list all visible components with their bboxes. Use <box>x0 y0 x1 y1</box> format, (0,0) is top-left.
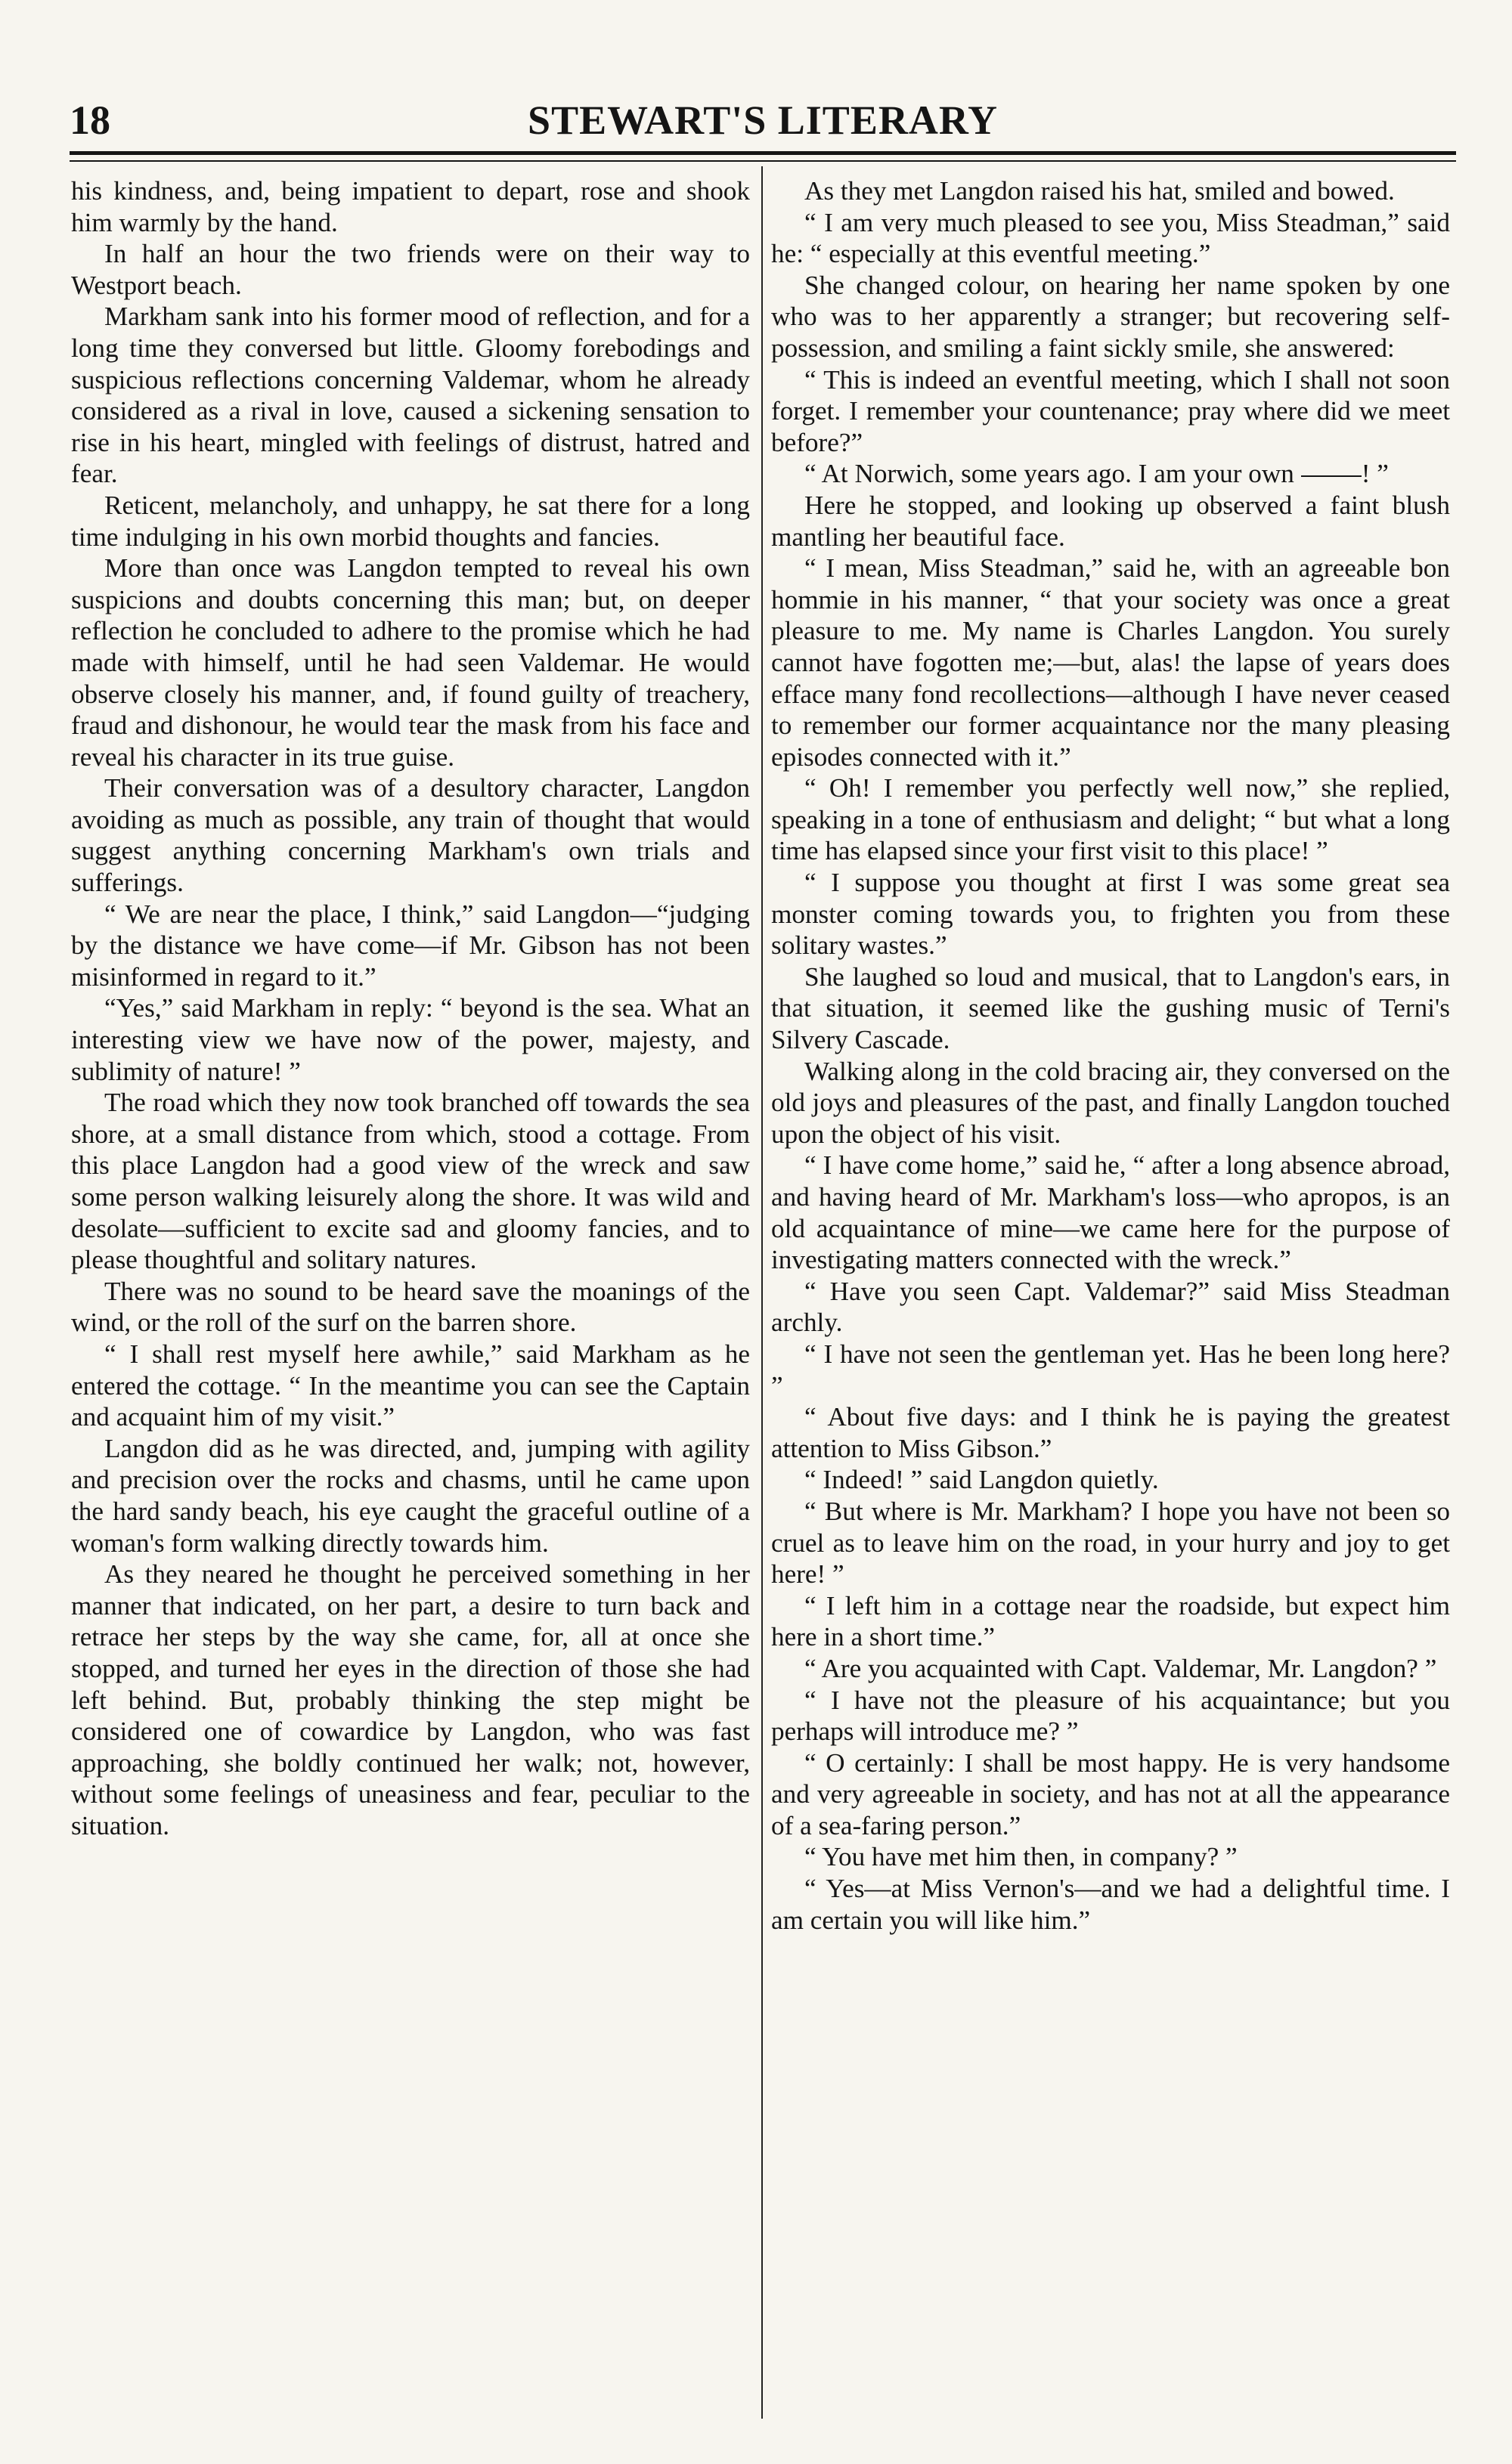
paragraph <box>771 270 1450 364</box>
paragraph-text: “ Are you acquainted with Capt. Valdemar, Mr. Langdon? ” <box>804 1653 1437 1683</box>
paragraph-text: “ At Norwich, some years ago. I am your own <box>804 459 1301 489</box>
paragraph <box>771 1685 1450 1747</box>
paragraph-text: “ Oh! I remember you perfectly well now,” she replied, speaking in a tone of enthusiasm and delight; “ but what a long time has elapsed since your first visit to this place! ” <box>771 773 1450 866</box>
column-divider <box>761 166 763 2419</box>
paragraph <box>771 1590 1450 1653</box>
paragraph <box>771 1873 1450 1936</box>
paragraph-text: “ I mean, Miss Steadman,” said he, with an agreeable bon hommie in his manner, “ that your society was once a great pleasure to me. My name is Charles Langdon. You surely cannot have fogotten me;—but, alas! the lapse of years does efface many fond recollections—although I have never ceased to remember our former acquaintance nor the many pleasing episodes connected with it.” <box>771 553 1450 772</box>
paragraph <box>71 772 750 898</box>
paragraph-text: She changed colour, on hearing her name spoken by one who was to her apparently a stranger; but recovering self-possession, and smiling a faint sickly smile, she answered: <box>771 270 1450 363</box>
paragraph <box>771 1464 1450 1496</box>
page-number: 18 <box>70 98 110 143</box>
running-title: STEWART'S LITERARY <box>528 98 998 143</box>
paragraph-text: “ But where is Mr. Markham? I hope you have not been so cruel as to leave him on the road, in your hurry and joy to get here! ” <box>771 1496 1450 1590</box>
header-rule-thin <box>70 160 1456 162</box>
paragraph-text: Walking along in the cold bracing air, they conversed on the old joys and pleasures of the past, and finally Langdon touched upon the object of his visit. <box>771 1056 1450 1149</box>
paragraph-text: Markham sank into his former mood of reflection, and for a long time they conversed but little. Gloomy forebodings and suspicious reflections concerning Valdemar, whom he already considered as a rival in love, caused a sickening sensation to rise in his heart, mingled with feelings of distrust, hatred and fear. <box>71 302 750 489</box>
paragraph-text: “ I shall rest myself here awhile,” said Markham as he entered the cottage. “ In the meantime you can see the Captain and acquaint him of my visit.” <box>71 1339 750 1432</box>
header-rule-thick <box>70 151 1456 155</box>
paragraph <box>771 1401 1450 1464</box>
paragraph-text: “ I suppose you thought at first I was some great sea monster coming towards you, to frighten you from these solitary wastes.” <box>771 868 1450 961</box>
paragraph <box>771 490 1450 553</box>
paragraph-text: “ I have not seen the gentleman yet. Has he been long here? ” <box>771 1339 1450 1401</box>
paragraph-text: “ Have you seen Capt. Valdemar?” said Miss Steadman archly. <box>771 1276 1450 1338</box>
left-column <box>71 175 750 1841</box>
paragraph-text: Reticent, melancholy, and unhappy, he sat there for a long time indulging in his own morbid thoughts and fancies. <box>71 490 750 552</box>
paragraph <box>71 992 750 1087</box>
paragraph <box>771 1150 1450 1275</box>
paragraph <box>71 490 750 553</box>
paragraph-text: “ O certainly: I shall be most happy. He is very handsome and very agreeable in society, and has not at all the appearance of a sea-faring person.” <box>771 1747 1450 1840</box>
em-dash-rule <box>1301 475 1362 477</box>
paragraph-text: As they neared he thought he perceived something in her manner that indicated, on her part, a desire to turn back and retrace her steps by the way she came, for, all at once she stopped, and turned her eyes in the direction of those she had left behind. But, probably thinking the step might be considered one of cowardice by Langdon, who was fast approaching, she boldly continued her walk; not, however, without some feelings of uneasiness and fear, peculiar to the situation. <box>71 1559 750 1840</box>
paragraph <box>71 1276 750 1339</box>
paragraph-text: “ About five days: and I think he is paying the greatest attention to Miss Gibson.” <box>771 1402 1450 1463</box>
paragraph-text: Langdon did as he was directed, and, jumping with agility and precision over the rocks and chasms, until he came upon the hard sandy beach, his eye caught the graceful outline of a woman's form walking directly towards him. <box>71 1433 750 1558</box>
paragraph-text: Their conversation was of a desultory character, Langdon avoiding as much as possible, any train of thought that would suggest anything concerning Markham's own trials and sufferings. <box>71 773 750 898</box>
paragraph-text: “ You have met him then, in company? ” <box>804 1842 1238 1872</box>
paragraph <box>71 1559 750 1841</box>
paragraph-text: “ Indeed! ” said Langdon quietly. <box>804 1465 1159 1495</box>
paragraph <box>771 1056 1450 1150</box>
paragraph-text: As they met Langdon raised his hat, smiled and bowed. <box>804 176 1395 206</box>
paragraph-text: “ I left him in a cottage near the roadside, but expect him here in a short time.” <box>771 1590 1450 1652</box>
paragraph-text: She laughed so loud and musical, that to Langdon's ears, in that situation, it seemed like the gushing music of Terni's Silvery Cascade. <box>771 961 1450 1055</box>
paragraph-text: “ Yes—at Miss Vernon's—and we had a delightful time. I am certain you will like him.” <box>771 1874 1450 1935</box>
paragraph-text: In half an hour the two friends were on their way to Westport beach. <box>71 239 750 300</box>
paragraph-text: Here he stopped, and looking up observed a faint blush mantling her beautiful face. <box>771 490 1450 552</box>
paragraph-text: “ I have not the pleasure of his acquaintance; but you perhaps will introduce me? ” <box>771 1685 1450 1747</box>
paragraph-text: “ I have come home,” said he, “ after a long absence abroad, and having heard of Mr. Markham's loss—who apropos, is an old acquaintance of mine—we came here for the purpose of investigating matters connected with the wreck.” <box>771 1150 1450 1275</box>
paragraph <box>71 899 750 993</box>
paragraph <box>771 175 1450 207</box>
page-header <box>70 97 1456 157</box>
paragraph-text: More than once was Langdon tempted to reveal his own suspicions and doubts concerning this man; but, on deeper reflection he concluded to adhere to the promise which he had made with himself, until he had seen Valdemar. He would observe closely his manner, and, if found guilty of treachery, fraud and dishonour, he would tear the mask from his face and reveal his character in its true guise. <box>71 553 750 772</box>
paragraph-text: “ We are near the place, I think,” said Langdon—“judging by the distance we have come—if Mr. Gibson has not been misinformed in regard to it.” <box>71 899 750 992</box>
paragraph <box>771 867 1450 961</box>
paragraph <box>771 961 1450 1056</box>
paragraph-text: his kindness, and, being impatient to depart, rose and shook him warmly by the hand. <box>71 176 750 237</box>
paragraph <box>771 1653 1450 1685</box>
paragraph <box>71 238 750 301</box>
paragraph <box>771 1339 1450 1401</box>
paragraph <box>71 1087 750 1276</box>
paragraph-text: There was no sound to be heard save the moanings of the wind, or the roll of the surf on the barren shore. <box>71 1276 750 1338</box>
paragraph <box>71 175 750 238</box>
paragraph <box>771 207 1450 270</box>
paragraph <box>771 553 1450 772</box>
paragraph <box>771 772 1450 867</box>
paragraph-text: The road which they now took branched off towards the sea shore, at a small distance from which, stood a cottage. From this place Langdon had a good view of the wreck and saw some person walking leisurely along the shore. It was wild and desolate—sufficient to excite sad and gloomy fancies, and to please thoughtful and solitary natures. <box>71 1088 750 1275</box>
paragraph <box>71 1433 750 1559</box>
paragraph <box>771 458 1450 490</box>
paragraph <box>771 1841 1450 1873</box>
paragraph <box>771 1747 1450 1842</box>
paragraph-text: “Yes,” said Markham in reply: “ beyond is the sea. What an interesting view we have now of the power, majesty, and sublimity of nature! ” <box>71 993 750 1086</box>
paragraph-text: “ I am very much pleased to see you, Miss Steadman,” said he: “ especially at this eventful meeting.” <box>771 207 1450 269</box>
paragraph <box>771 364 1450 459</box>
paragraph <box>771 1276 1450 1339</box>
paragraph <box>71 1339 750 1433</box>
right-column <box>771 175 1450 1936</box>
paragraph <box>771 1496 1450 1590</box>
paragraph-text: “ This is indeed an eventful meeting, which I shall not soon forget. I remember your countenance; pray where did we meet before?” <box>771 364 1450 457</box>
paragraph <box>71 553 750 772</box>
paragraph-text-after-dash: ! ” <box>1361 459 1389 489</box>
paragraph <box>71 301 750 490</box>
